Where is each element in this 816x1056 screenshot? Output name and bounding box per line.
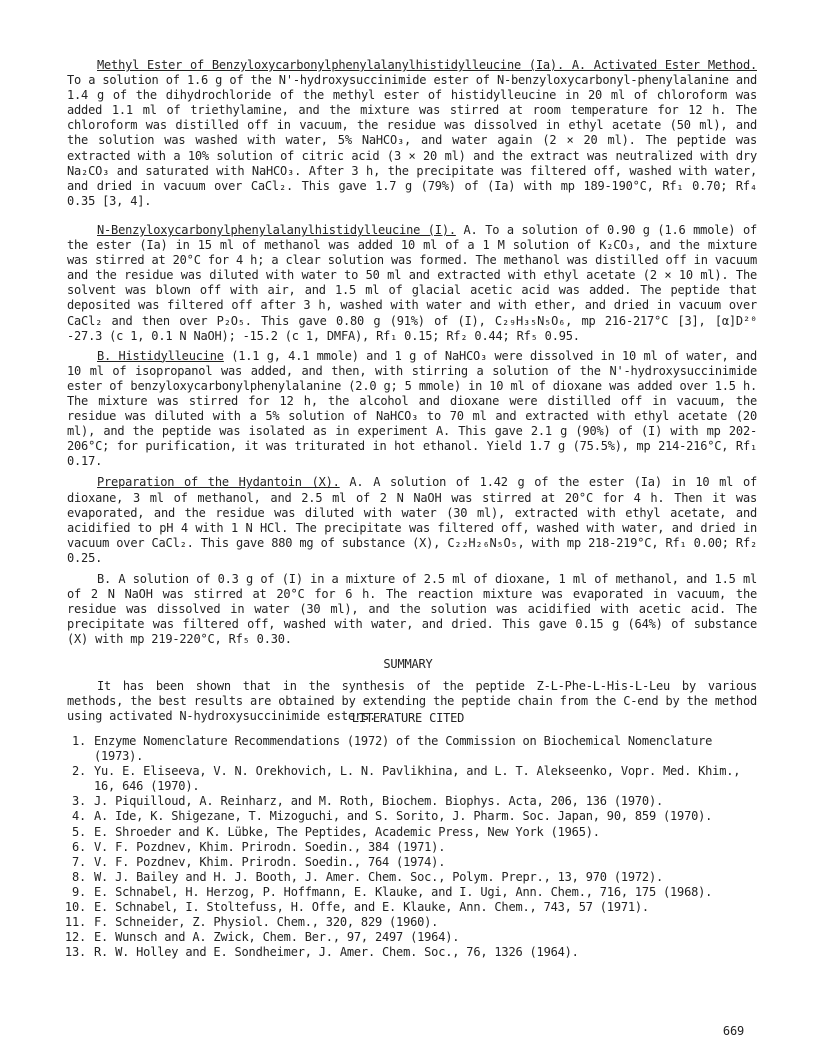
reference-text: Enzyme Nomenclature Recommendations (1972) of the Commission on Biochemical Nomenclature (1973). (94, 734, 713, 764)
paragraph-title: Preparation of the Hydantoin (X). (97, 475, 340, 490)
reference-number: 4. (71, 809, 86, 824)
reference-text: V. F. Pozdnev, Khim. Prirodn. Soedin., 384 (1971). (94, 839, 446, 854)
reference-text: J. Piquilloud, A. Reinharz, and M. Roth, Biochem. Biophys. Acta, 206, 136 (1970). (94, 794, 663, 809)
paragraph-compound-i (67, 223, 757, 344)
reference-list (58, 734, 757, 960)
reference-text: W. J. Bailey and H. J. Booth, J. Amer. Chem. Soc., Polym. Prepr., 13, 970 (1972). (94, 869, 663, 884)
summary-heading: SUMMARY (383, 657, 433, 671)
reference-text: V. F. Pozdnev, Khim. Prirodn. Soedin., 764 (1974). (94, 854, 446, 869)
reference-number: 13. (64, 945, 86, 960)
reference-number: 6. (71, 839, 86, 854)
paragraph-title: B. Histidylleucine (97, 348, 224, 363)
reference-number: 1. (71, 734, 86, 748)
paragraph-text: B. A solution of 0.3 g of (I) in a mixture of 2.5 ml of dioxane, 1 ml of methanol, and 1.5 ml of 2 N NaOH was stirred at 20°C for 6 h. The reaction mixture was evaporated in vacuum, the residue was dissolved in water (30 ml), and the solution was acidified with acetic acid. The precipitate was filtered off, washed with water, and dried. This gave 0.15 g (64%) of substance (X) with mp 219-220°C, Rf₅ 0.30. (67, 572, 757, 647)
reference-text: Yu. E. Eliseeva, V. N. Orekhovich, L. N. Pavlikhina, and L. T. Alekseenko, Vopr. Med. Khim., 16, 646 (1970). (94, 764, 741, 794)
reference-item (58, 855, 757, 870)
reference-item (58, 870, 757, 885)
reference-text: E. Schnabel, H. Herzog, P. Hoffmann, E. Klauke, and I. Ugi, Ann. Chem., 716, 175 (1968). (94, 884, 713, 899)
paragraph-text: A. To a solution of 0.90 g (1.6 mmole) of the ester (Ia) in 15 ml of methanol was added 10 ml of a 1 M solution of K₂CO₃, and the mixture was stirred at 20°C for 4 h; a clear solution was formed. The methanol was distilled off in vacuum and the residue was diluted with water to 50 ml and extracted with ethyl acetate (2 × 10 ml). The solvent was blown off with air, and 1.5 ml of glacial acetic acid was added. The peptide that deposited was filtered off after 3 h, washed with water and with ether, and dried in vacuum over CaCl₂ and then over P₂O₅. This gave 0.80 g (91%) of (I), C₂₉H₃₅N₅O₆, mp 216-217°C [3], [α]D²⁰ -27.3 (c 1, 0.1 N NaOH); -15.2 (c 1, DMFA), Rf₁ 0.15; Rf₂ 0.44; Rf₅ 0.95. (67, 222, 757, 343)
reference-number: 9. (71, 884, 86, 899)
paragraph-text: A. A solution of 1.42 g of the ester (Ia) in 10 ml of dioxane, 3 ml of methanol, and 2.5 ml of 2 N NaOH was stirred at 20°C for 4 h. Then it was evaporated, and the residue was diluted with water (30 ml), extracted with ethyl acetate, and acidified to pH 4 with 1 N HCl. The precipitate was filtered off, washed with water, and dried in vacuum over CaCl₂. This gave 880 mg of substance (X), C₂₂H₂₆N₅O₅, with mp 218-219°C, Rf₁ 0.00; Rf₂ 0.25. (67, 475, 757, 565)
reference-item (58, 809, 757, 824)
reference-item (58, 915, 757, 930)
reference-item (58, 794, 757, 809)
reference-number: 3. (71, 794, 86, 809)
reference-text: E. Shroeder and K. Lübke, The Peptides, Academic Press, New York (1965). (94, 824, 600, 839)
reference-number: 10. (64, 900, 86, 915)
experimental-section (67, 58, 757, 647)
literature-heading: LITERATURE CITED (351, 711, 465, 725)
paragraph-text: To a solution of 1.6 g of the N'-hydroxysuccinimide ester of N-benzyloxycarbonyl-phenylalanine and 1.4 g of the dihydrochloride of the methyl ester of histidylleucine in 20 ml of chloroform was added 1.1 ml of triethylamine, and the mixture was stirred at room temperature for 12 h. The chloroform was distilled off in vacuum, the residue was dissolved in ethyl acetate (50 ml), and the solution was washed with water, 5% NaHCO₃, and water again (2 × 20 ml). The peptide was extracted with a 10% solution of citric acid (3 × 20 ml) and the extract was neutralized with dry Na₂CO₃ and saturated with NaHCO₃. After 3 h, the precipitate was filtered off, washed with water, and dried in vacuum over CaCl₂. This gave 1.7 g (79%) of (Ia) with mp 189-190°C, Rf₁ 0.70; Rf₄ 0.35 [3, 4]. (67, 73, 757, 208)
reference-text: R. W. Holley and E. Sondheimer, J. Amer. Chem. Soc., 76, 1326 (1964). (94, 945, 579, 960)
reference-number: 12. (64, 930, 86, 945)
reference-text: A. Ide, K. Shigezane, T. Mizoguchi, and S. Sorito, J. Pharm. Soc. Japan, 90, 859 (1970). (94, 809, 713, 824)
paragraph-title: N-Benzyloxycarbonylphenylalanylhistidylleucine (I). (97, 222, 456, 237)
reference-item (58, 734, 757, 764)
reference-text: F. Schneider, Z. Physiol. Chem., 320, 829 (1960). (94, 915, 439, 930)
paragraph-title: Methyl Ester of Benzyloxycarbonylphenylalanylhistidylleucine (Ia). A. Activated Ester Method. (97, 58, 757, 72)
paragraph-ester-ia (67, 58, 757, 209)
reference-item (58, 840, 757, 855)
reference-text: E. Schnabel, I. Stoltefuss, H. Offe, and E. Klauke, Ann. Chem., 743, 57 (1971). (94, 900, 649, 915)
reference-item (58, 945, 757, 960)
reference-item (58, 825, 757, 840)
reference-item (58, 900, 757, 915)
reference-item (58, 885, 757, 900)
reference-number: 5. (71, 824, 86, 839)
page-number: 669 (722, 1024, 744, 1038)
reference-item (58, 764, 757, 794)
paragraph-hydantoin (67, 475, 757, 566)
summary-text: It has been shown that in the synthesis of the peptide Z-L-Phe-L-His-L-Leu by various methods, the best results are obtained by extending the peptide chain from the C-end by the method using activated N-hydroxysuccinimide esters. (67, 679, 757, 724)
reference-number: 2. (71, 764, 86, 779)
paragraph-text: (1.1 g, 4.1 mmole) and 1 g of NaHCO₃ were dissolved in 10 ml of water, and 10 ml of isopropanol was added, and then, with stirring a solution of the N'-hydroxysuccinimide ester of benzyloxycarbonylphenylalanine (2.0 g; 5 mmole) in 10 ml of dioxane was added over 1.5 h. The mixture was stirred for 12 h, the alcohol and dioxane were distilled off in vacuum, the residue was diluted with a 5% solution of NaHCO₃ to 70 ml and extracted with ethyl acetate (20 ml), and the peptide was isolated as in experiment A. This gave 2.1 g (90%) of (I) with mp 202-206°C; for purification, it was triturated in hot ethanol. Yield 1.7 g (75.5%), mp 214-216°C, Rf₁ 0.17. (67, 348, 757, 469)
paragraph-histidylleucine (67, 349, 757, 470)
reference-number: 11. (64, 915, 86, 930)
reference-item (58, 930, 757, 945)
reference-text: E. Wunsch and A. Zwick, Chem. Ber., 97, 2497 (1964). (94, 930, 460, 945)
paragraph-hydantoin-b (67, 572, 757, 647)
reference-number: 8. (71, 869, 86, 884)
reference-number: 7. (71, 854, 86, 869)
